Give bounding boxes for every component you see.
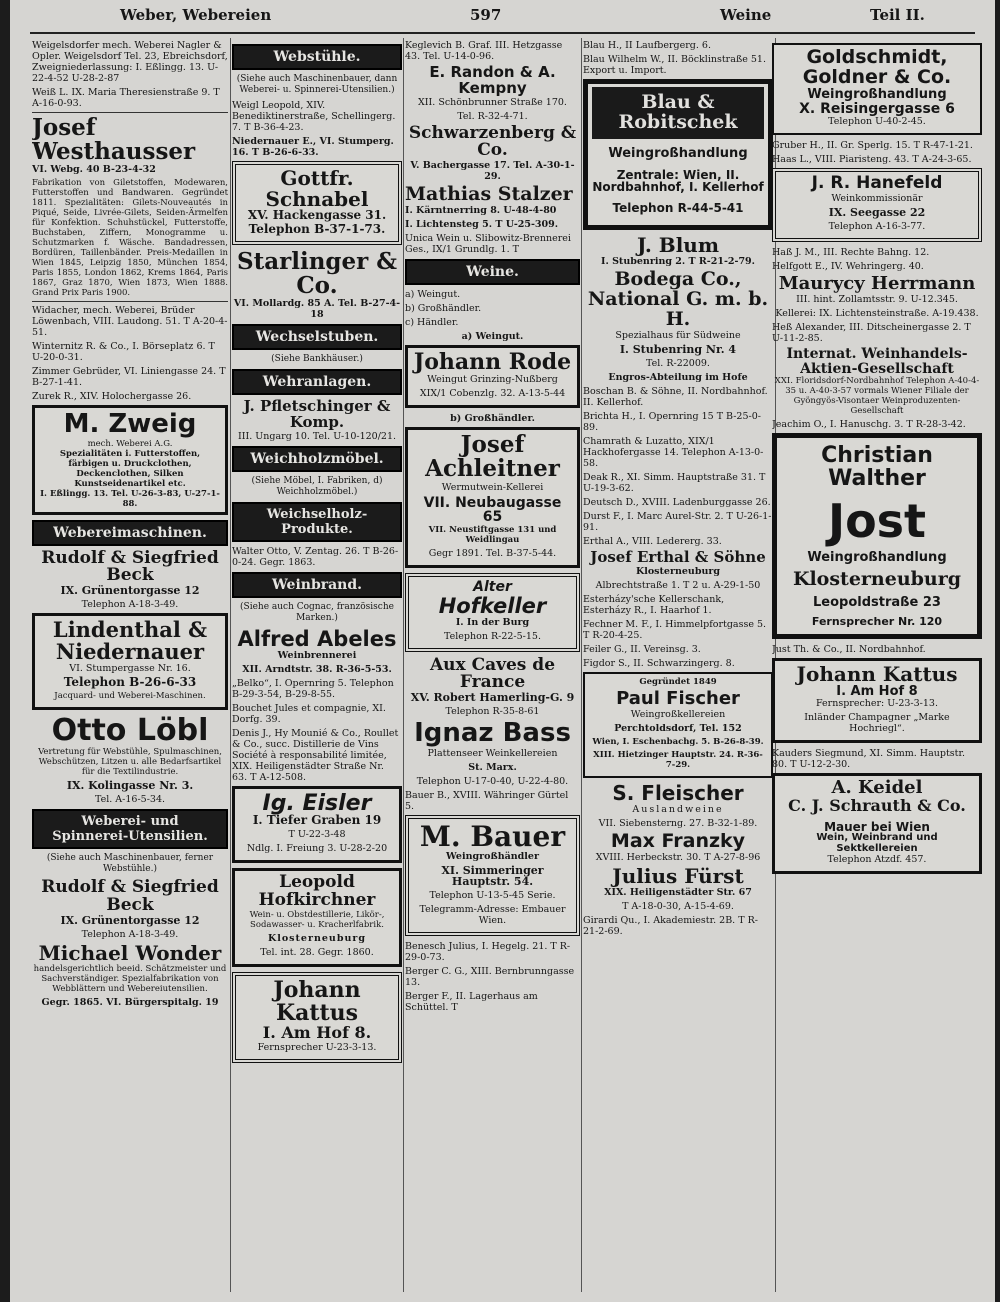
listing-entry: Benesch Julius, I. Hegelg. 21. T R-29-0-73. xyxy=(405,940,571,963)
ad-stalzer-address-2: I. Lichtensteg 5. T U-25-309. xyxy=(405,219,559,231)
ad-achleitner xyxy=(405,427,580,568)
ad-achleitner-name: Josef Achleitner xyxy=(425,431,560,483)
section-heading: Weichholzmöbel. xyxy=(232,446,402,472)
ad-schwarzenberg-name: Schwarzenberg & Co. xyxy=(408,122,577,161)
ad-kattus-phone: Fernsprecher U-23-3-13. xyxy=(257,1041,377,1053)
ad-bass-phone: Telephon U-17-0-40, U-22-4-80. xyxy=(416,775,569,787)
ad-blum-name: J. Blum xyxy=(636,233,720,258)
listing-entry: Widacher, mech. Weberei, Brüder Löwenbach, VIII. Laudong. 51. T A-20-4-51. xyxy=(32,305,228,339)
section-heading: Weine. xyxy=(405,259,580,285)
subsection-list-item: a) Weingut. xyxy=(405,289,461,301)
ad-fischer xyxy=(583,672,773,778)
ad-kattus-address: I. Am Hof 8. xyxy=(262,1022,372,1042)
ad-abeles-sub: Weinbrennerei xyxy=(277,649,357,661)
listing-entry: Boschan B. & Söhne, II. Nordbahnhof. II. Kellerhof. xyxy=(583,386,768,409)
ad-westhausser-text: Fabrikation von Giletstoffen, Modewaren, Futterstoffen und Bandwaren. Gegründet 1811. Spezialitäten: Gilets-Nouveautés in Piqué, Seide, Livrée-Gilets, Seiden-Ärmelfen für Konfektion. Schuhstückel, Futterstoffe, Buchstaben, Ziffern, Monogramme u. Schutzmarken f. Wäsche. Bandadressen, Bordüren, Taillenbänder. Preis-Medaillen in Wien 1845, Leipzig 1850, München 1854, Paris 1855, London 1862, Krems 1864, Paris 1867, Graz 1870, Wien 1873, Wien 1888. Grand Prix Paris 1900. xyxy=(32,178,228,299)
listing-entry: Kauders Siegmund, XI. Simm. Hauptstr. 80. T U-12-2-30. xyxy=(772,748,965,771)
ad-wonder-address: Gegr. 1865. VI. Bürgerspitalg. 19 xyxy=(41,996,219,1008)
section-heading: Weinbrand. xyxy=(232,572,402,598)
listing-entry: Deutsch D., XVIII. Ladenburggasse 26. xyxy=(583,497,771,509)
ad-beck-2 xyxy=(32,876,228,940)
section-heading-line: Spinnerei-Utensilien. xyxy=(52,828,208,844)
listing-entry: Jeachim O., I. Hanuschg. 3. T R-28-3-42. xyxy=(772,419,966,431)
listing-entry: Just Th. & Co., II. Nordbahnhof. xyxy=(772,643,926,655)
ad-bauer xyxy=(405,815,580,936)
ad-achleitner-sub: Wermutwein-Kellerei xyxy=(441,481,544,493)
ad-wonder-text: handelsgerichtlich beeid. Schätzmeister und Sachverständiger. Spezialfabrikation von Webblättern und Webereiutensilien. xyxy=(33,963,227,994)
ad-westhausser-name: Josef Westhausser xyxy=(32,114,196,166)
ad-goldschmidt-name: Goldschmidt, Goldner & Co. xyxy=(802,46,952,88)
ad-keidel xyxy=(772,773,982,874)
ad-lindenthal-name: Lindenthal & Niedernauer xyxy=(52,617,208,665)
ad-beck-name: Rudolf & Siegfried Beck xyxy=(41,876,219,915)
ad-abeles-name: Alfred Abeles xyxy=(237,626,397,651)
ad-kattus-phone: Fernsprecher: U-23-3-13. xyxy=(815,698,938,710)
cross-reference-note: (Siehe auch Maschinenbauer, dann Weberei- u. Spinnerei-Utensilien.) xyxy=(236,74,398,95)
ad-internat-name: Internat. Weinhandels-Aktien-Gesellschaft xyxy=(786,345,968,377)
ad-hanefeld-address: IX. Seegasse 22 xyxy=(828,206,926,220)
ad-eisler-phone: T U-22-3-48 xyxy=(288,828,346,840)
ad-bauer-address: XI. Simmeringer Hauptstr. 54. xyxy=(441,863,544,888)
ad-fischer-founded: Gegründet 1849 xyxy=(639,676,717,687)
listing-entry: Feiler G., II. Vereinsg. 3. xyxy=(583,643,701,655)
ad-beck-phone: Telephon A-18-3-49. xyxy=(81,599,179,611)
ad-internat xyxy=(772,347,982,416)
ad-beck-name: Rudolf & Siegfried Beck xyxy=(41,547,219,586)
ad-achleitner-address-2: VII. Neustiftgasse 131 und Weidlingau xyxy=(428,524,557,545)
listing-entry: „Belko“, I. Opernring 5. Telephon B-29-3-54, B-29-8-55. xyxy=(232,677,394,700)
divider xyxy=(32,112,228,113)
ad-jost-name-3: Jost xyxy=(827,493,927,548)
ad-bauer-sub: Weingroßhändler xyxy=(446,850,539,862)
ad-keidel-phone: Telephon Atzdf. 457. xyxy=(827,854,927,866)
ad-lobl-name: Otto Löbl xyxy=(51,713,209,749)
listing-entry: Bauer B., XVIII. Währinger Gürtel 5. xyxy=(405,789,569,812)
ad-hofkirchner-place: Klosterneuburg xyxy=(267,932,367,944)
listing-entry: Chamrath & Luzatto, XIX/1 Hackhofergasse 14. Telephon A-13-0-58. xyxy=(583,436,764,470)
listing-entry: Zimmer Gebrüder, VI. Liniengasse 24. T B-27-1-41. xyxy=(32,366,226,389)
listing-entry: Fechner M. F., I. Himmelpfortgasse 5. T R-20-4-25. xyxy=(583,618,767,641)
ad-hanefeld-sub: Weinkommissionär xyxy=(831,193,923,205)
listing-entry: Brichta H., I. Opernring 15 T B-25-0-89. xyxy=(583,411,761,434)
ad-bodega-phone: Tel. R-22009. xyxy=(646,358,710,370)
ad-schwarzenberg-address: V. Bachergasse 17. Tel. A-30-1-29. xyxy=(410,160,575,183)
ad-hofkirchner-phone: Tel. int. 28. Gegr. 1860. xyxy=(260,946,374,958)
ad-internat-text: XXI. Floridsdorf-Nordbahnhof Telephon A-40-4-35 u. A-40-3-57 vormals Wiener Filiale der Gyöngyös-Visontaer Weinproduzenten-Gesellschaft xyxy=(774,376,980,417)
ad-jost-name-1: Christian xyxy=(821,443,933,469)
ad-beck-address: IX. Grünentorgasse 12 xyxy=(60,913,200,927)
ad-pfletschinger-address: III. Ungarg 10. Tel. U-10-120/21. xyxy=(237,430,397,442)
ad-fischer-place: Perchtoldsdorf, Tel. 152 xyxy=(614,722,742,734)
ad-zweig xyxy=(32,405,228,514)
ad-blau-robitschek-phone: Telephon R-44-5-41 xyxy=(612,200,744,215)
section-heading: Webereimaschinen. xyxy=(32,520,228,546)
ad-franzky xyxy=(583,829,773,863)
section-heading xyxy=(32,809,228,849)
section-heading: Webstühle. xyxy=(232,44,402,70)
running-header xyxy=(10,6,995,28)
ad-keidel-name-1: A. Keidel xyxy=(831,777,923,799)
ad-blau-robitschek-name: Blau & Robitschek xyxy=(618,91,738,133)
listing-entry: Durst F., I. Marc Aurel-Str. 2. T U-26-1-91. xyxy=(583,511,772,534)
ad-fischer-sub: Weingroßkellereien xyxy=(630,708,726,720)
ad-bauer-telegram: Telegramm-Adresse: Embauer Wien. xyxy=(419,903,566,926)
cross-reference-note: (Siehe auch Maschinenbauer, ferner Webstühle.) xyxy=(46,852,214,874)
listing-entry: Walter Otto, V. Zentag. 26. T B-26-0-24. Gegr. 1863. xyxy=(232,545,399,568)
ad-kattus-name: Johann Kattus xyxy=(273,976,361,1026)
ad-wonder xyxy=(32,940,228,1008)
ad-beck-phone: Telephon A-18-3-49. xyxy=(81,928,179,940)
ad-abeles xyxy=(232,628,402,675)
ad-bodega-sub: Spezialhaus für Südweine xyxy=(615,330,741,342)
cross-reference-note: (Siehe auch Cognac, französische Marken.) xyxy=(240,601,394,623)
section-heading-line: Weberei- und xyxy=(81,813,179,829)
ad-fleischer-address: VII. Siebensterng. 27. B-32-1-89. xyxy=(598,817,758,829)
ad-eisler-address: I. Tiefer Graben 19 xyxy=(252,812,382,827)
header-left: Weber, Webereien xyxy=(120,6,272,24)
ad-blau-robitschek-banner xyxy=(592,87,764,139)
ad-jost-phone: Fernsprecher Nr. 120 xyxy=(811,615,943,629)
ad-furst-name: Julius Fürst xyxy=(612,863,744,888)
ad-alter-hofkeller-name-2: Hofkeller xyxy=(438,593,547,618)
listing-entry: Berger C. G., XIII. Bernbrunngasse 13. xyxy=(405,965,575,988)
ad-wonder-name: Michael Wonder xyxy=(38,940,222,965)
listing-entry: Denis J., Hy Mounié & Co., Roullet & Co., succ. Distillerie de Vins Société à responsabilité limitée, XIX. Heiligenstädter Straße Nr. 63. T A-12-508. xyxy=(232,727,399,783)
listing-entry: Weiß L. IX. Maria Theresienstraße 9. T A-16-0-93. xyxy=(32,87,220,109)
ad-alter-hofkeller-address: I. In der Burg xyxy=(455,616,530,628)
ad-blau-robitschek-centre-2: Nordbahnhof, I. Kellerhof xyxy=(592,180,764,195)
ad-furst xyxy=(583,863,773,912)
ad-bass xyxy=(405,720,580,786)
ad-rode xyxy=(405,345,580,408)
ad-bodega-name: Bodega Co., National G. m. b. H. xyxy=(587,268,769,331)
ad-rode-name: Johann Rode xyxy=(413,349,572,376)
subsection-heading: a) Weingut. xyxy=(461,331,524,343)
ad-stalzer xyxy=(405,185,580,230)
listing-entry: Erthal A., VIII. Ledererg. 33. xyxy=(583,536,722,548)
ad-bodega-address: I. Stubenring Nr. 4 xyxy=(619,343,737,357)
listing-entry: Haß J. M., III. Rechte Bahng. 12. xyxy=(772,247,930,259)
listing-entry: Unica Wein u. Slibowitz-Brennerei Ges., IX/1 Grundlg. 1. T xyxy=(405,233,571,256)
ad-blum xyxy=(583,235,773,267)
ad-hanefeld xyxy=(772,168,982,242)
column-divider xyxy=(581,38,582,1292)
listing-entry: Niedernauer E., VI. Stumperg. 16. T B-26-6-33. xyxy=(232,136,394,158)
listing-entry: Zurek R., XIV. Holochergasse 26. xyxy=(32,391,192,403)
section-heading: Wechselstuben. xyxy=(232,324,402,350)
ad-jost-place: Klosterneuburg xyxy=(792,568,962,591)
listing-entry: Haas L., VIII. Piaristeng. 43. T A-24-3-65. xyxy=(772,154,972,166)
column-1 xyxy=(32,40,228,1292)
ad-goldschmidt-sub: Weingroßhandlung xyxy=(807,86,947,102)
listing-entry: Heß Alexander, III. Ditscheinergasse 2. T U-11-2-85. xyxy=(772,321,971,344)
ad-kattus xyxy=(232,972,402,1063)
listing-entry: Helfgott E., IV. Wehringerg. 40. xyxy=(772,261,924,273)
listing-entry: Deak R., XI. Simm. Hauptstraße 31. T U-19-3-62. xyxy=(583,472,766,495)
header-rule xyxy=(30,32,975,34)
ad-zweig-address: I. Eßlingg. 13. Tel. U-26-3-83, U-27-1-88. xyxy=(40,488,220,509)
ad-randon-name: E. Randon & A. Kempny xyxy=(429,63,556,97)
listing-entry: Winternitz R. & Co., I. Börseplatz 6. T U-20-0-31. xyxy=(32,341,215,364)
ad-hofkirchner xyxy=(232,868,402,967)
ad-bodega xyxy=(583,270,773,383)
ad-jost-name-2: Walther xyxy=(828,466,926,492)
ad-lindenthal-text: Jacquard- und Weberei-Maschinen. xyxy=(54,691,206,702)
ad-rode-address: XIX/1 Cobenzlg. 32. A-13-5-44 xyxy=(419,388,566,400)
ad-erthal-name: Josef Erthal & Söhne xyxy=(590,548,766,567)
listing-entry: Girardi Qu., I. Akademiestr. 2B. T R-21-2-69. xyxy=(583,914,758,937)
listing-entry: Bouchet Jules et compagnie, XI. Dorfg. 39. xyxy=(232,702,386,725)
ad-herrmann-address-2: Kellerei: IX. Lichtensteinstraße. A-19.438. xyxy=(775,307,979,319)
ad-erthal-address: Albrechtstraße 1. T 2 u. A-29-1-50 xyxy=(595,579,761,591)
listing-entry: Gruber H., II. Gr. Sperlg. 15. T R-47-1-21. xyxy=(772,140,973,152)
ad-stalzer-name: Mathias Stalzer xyxy=(405,183,573,206)
ad-zweig-text: Spezialitäten i. Futterstoffen, färbigen u. Druckclothen, Deckenclothen, Silken Kunstseidenartikel etc. xyxy=(59,448,201,489)
ad-pfletschinger xyxy=(232,399,402,442)
ad-lindenthal xyxy=(32,613,228,710)
listing-entry: Keglevich B. Graf. III. Hetzgasse 43. Tel. U-14-0-96. xyxy=(405,40,563,62)
ad-jost-sub: Weingroßhandlung xyxy=(807,549,947,565)
ad-fischer-name: Paul Fischer xyxy=(616,687,740,709)
ad-blum-address: I. Stubenring 2. T R-21-2-79. xyxy=(601,256,755,268)
ad-eisler xyxy=(232,786,402,863)
listing-entry: Weigl Leopold, XIV. Benediktinerstraße, Schellingerg. 7. T B-36-4-23. xyxy=(232,100,396,133)
ad-hofkirchner-text: Wein- u. Obstdestillerie, Likör-, Sodawasser- u. Kracherlfabrik. xyxy=(249,909,385,930)
ad-bodega-extra: Engros-Abteilung im Hofe xyxy=(608,372,748,384)
ad-alter-hofkeller-name-1: Alter xyxy=(473,578,512,595)
ad-aux-caves xyxy=(405,654,580,718)
column-divider xyxy=(230,38,231,1292)
ad-aux-caves-address: XV. Robert Hamerling-G. 9 xyxy=(410,691,575,705)
ad-bauer-phone: Telephon U-13-5-45 Serie. xyxy=(429,889,556,901)
header-right: Weine xyxy=(720,6,772,24)
ad-rode-sub: Weingut Grinzing-Nußberg xyxy=(427,374,558,386)
ad-achleitner-address: VII. Neubaugasse 65 xyxy=(423,494,562,526)
ad-bass-name: Ignaz Bass xyxy=(414,718,571,749)
ad-alter-hofkeller xyxy=(405,573,580,652)
ad-jost xyxy=(772,433,982,638)
ad-bass-sub: Plattenseer Weinkellereien xyxy=(427,747,558,759)
directory-page xyxy=(10,0,995,1302)
ad-abeles-address: XII. Arndtstr. 38. R-36-5-53. xyxy=(242,663,392,675)
ad-starlinger-address: VI. Mollardg. 85 A. Tel. B-27-4-18 xyxy=(233,298,401,321)
ad-keidel-text: Wein, Weinbrand und Sektkellereien xyxy=(816,832,938,854)
ad-erthal xyxy=(583,550,773,591)
ad-keidel-name-2: C. J. Schrauth & Co. xyxy=(788,796,966,816)
ad-goldschmidt-address: X. Reisingergasse 6 xyxy=(799,100,955,117)
listing-entry: Blau H., II Laufbergerg. 6. xyxy=(583,40,711,51)
ad-goldschmidt-phone: Telephon U-40-2-45. xyxy=(828,116,926,128)
ad-blau-robitschek xyxy=(583,79,773,230)
ad-furst-phone: T A-18-0-30, A-15-4-69. xyxy=(622,900,734,912)
ad-schnabel-address: XV. Hackengasse 31. xyxy=(247,208,387,222)
ad-lindenthal-address: VI. Stumpergasse Nr. 16. xyxy=(69,663,191,675)
listing-entry: Berger F., II. Lagerhaus am Schüttel. T xyxy=(405,990,538,1013)
ad-fischer-address-1: Wien, I. Eschenbachg. 5. B-26-8-39. xyxy=(592,736,764,747)
column-divider xyxy=(403,38,404,1292)
ad-schnabel xyxy=(232,161,402,245)
ad-alter-hofkeller-phone: Telephon R-22-5-15. xyxy=(444,630,541,642)
ad-eisler-name: Ig. Eisler xyxy=(262,790,372,816)
ad-lobl-phone: Tel. A-16-5-34. xyxy=(94,793,166,805)
column-5 xyxy=(772,40,982,1292)
ad-jost-address: Leopoldstraße 23 xyxy=(813,595,941,611)
ad-fischer-address-2: XIII. Hietzinger Hauptstr. 24. R-36-7-29. xyxy=(593,749,763,770)
ad-blau-robitschek-sub: Weingroßhandlung xyxy=(608,145,748,161)
ad-schwarzenberg xyxy=(405,122,580,183)
divider xyxy=(32,301,228,302)
ad-fleischer-name: S. Fleischer xyxy=(612,780,744,805)
page-number: 597 xyxy=(470,6,502,24)
ad-westhausser-address: VI. Webg. 40 B-23-4-32 xyxy=(32,164,156,176)
subsection-list-item: c) Händler. xyxy=(405,317,459,329)
ad-kattus-address: I. Am Hof 8 xyxy=(836,683,918,699)
ad-eisler-address-2: Ndlg. I. Freiung 3. U-28-2-20 xyxy=(246,842,388,854)
column-3 xyxy=(405,40,580,1292)
cross-reference-note: (Siehe Möbel, I. Fabriken, d) Weichholzmöbel.) xyxy=(251,475,383,497)
ad-lindenthal-phone: Telephon B-26-6-33 xyxy=(63,675,197,690)
ad-herrmann-address-1: III. hint. Zollamtsstr. 9. U-12.345. xyxy=(796,293,958,305)
ad-furst-address: XIX. Heiligenstädter Str. 67 xyxy=(604,886,752,898)
ad-randon xyxy=(405,65,580,122)
ad-herrmann-name: Maurycy Herrmann xyxy=(778,273,976,295)
ad-kattus-text: Inländer Champagner „Marke Hochriegl“. xyxy=(804,712,950,735)
ad-aux-caves-phone: Telephon R-35-8-61 xyxy=(445,706,540,718)
listing-entry: Figdor S., II. Schwarzingerg. 8. xyxy=(583,657,735,669)
column-4 xyxy=(583,40,773,1292)
ad-beck-1 xyxy=(32,547,228,611)
ad-aux-caves-name: Aux Caves de France xyxy=(429,654,556,693)
ad-lobl-address: IX. Kolingasse Nr. 3. xyxy=(66,778,194,792)
ad-goldschmidt xyxy=(772,43,982,135)
subsection-heading: b) Großhändler. xyxy=(450,413,535,425)
ad-hanefeld-name: J. R. Hanefeld xyxy=(811,173,943,194)
ad-kattus xyxy=(772,658,982,744)
ad-randon-phone: Tel. R-32-4-71. xyxy=(457,110,528,122)
listing-entry: Esterházy'sche Kellerschank, Esterházy R., I. Haarhof 1. xyxy=(583,593,725,616)
ad-beck-address: IX. Grünentorgasse 12 xyxy=(60,584,200,598)
ad-pfletschinger-name: J. Pfletschinger & Komp. xyxy=(243,397,391,432)
ad-achleitner-phone: Gegr 1891. Tel. B-37-5-44. xyxy=(428,547,557,559)
column-2 xyxy=(232,40,402,1292)
ad-hofkirchner-name: Leopold Hofkirchner xyxy=(258,871,376,910)
ad-schnabel-phone: Telephon B-37-1-73. xyxy=(248,222,386,236)
ad-bass-place: St. Marx. xyxy=(468,761,517,773)
listing-entry: Blau Wilhelm W., II. Böcklinstraße 51. Export u. Import. xyxy=(583,54,766,76)
ad-kattus-name: Johann Kattus xyxy=(796,661,958,686)
ad-schnabel-name: Gottfr. Schnabel xyxy=(265,166,369,211)
ad-keidel-place: Mauer bei Wien xyxy=(824,819,930,834)
cross-reference-note: (Siehe Bankhäuser.) xyxy=(271,354,363,365)
ad-zweig-sub: mech. Weberei A.G. xyxy=(87,438,173,449)
ad-randon-address: XII. Schönbrunner Straße 170. xyxy=(418,96,567,108)
ad-stalzer-address-1: I. Kärntnerring 8. U-48-4-80 xyxy=(405,205,557,217)
ad-zweig-name: M. Zweig xyxy=(63,409,197,440)
ad-fleischer xyxy=(583,780,773,829)
ad-herrmann xyxy=(772,275,982,319)
ad-lobl-text: Vertretung für Webstühle, Spulmaschinen, Webschützen, Litzen u. alle Bedarfsartikel für die Textilindustrie. xyxy=(38,746,222,777)
header-part: Teil II. xyxy=(870,6,925,24)
ad-franzky-address: XVIII. Herbeckstr. 30. T A-27-8-96 xyxy=(595,851,761,863)
ad-hanefeld-phone: Telephon A-16-3-77. xyxy=(828,221,926,233)
ad-fleischer-sub: Auslandweine xyxy=(632,803,724,815)
section-heading: Wehranlagen. xyxy=(232,369,402,395)
ad-starlinger xyxy=(232,250,402,320)
listing-entry: Weigelsdorfer mech. Weberei Nagler & Opler. Weigelsdorf Tel. 23, Ebreichsdorf, Zweigniederlassung: I. Eßlingg. 13. U-22-4-52 U-28-2-87 xyxy=(32,40,228,84)
ad-erthal-place: Klosterneuburg xyxy=(635,565,721,577)
ad-bauer-name: M. Bauer xyxy=(419,819,566,853)
ad-lobl xyxy=(32,715,228,805)
subsection-list-item: b) Großhändler. xyxy=(405,303,482,315)
ad-franzky-name: Max Franzky xyxy=(610,829,746,852)
section-heading: Weichselholz-Produkte. xyxy=(232,502,402,542)
ad-blau-robitschek-centre: Zentrale: Wien, II. xyxy=(616,167,740,182)
ad-starlinger-name: Starlinger & Co. xyxy=(236,248,398,300)
